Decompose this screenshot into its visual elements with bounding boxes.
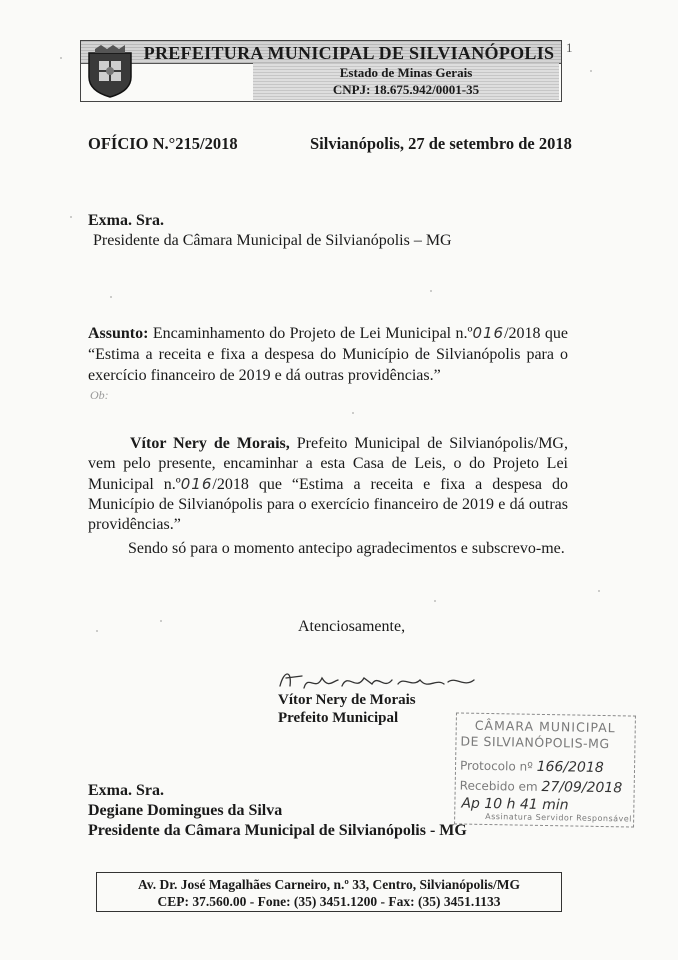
stamp-received-label: Recebido em [459,778,538,794]
scan-speckle [434,600,436,602]
scan-speckle [60,57,62,59]
letterhead [80,40,562,102]
closing-paragraph: Sendo só para o momento antecipo agradecimentos e subscrevo-me. [128,540,565,557]
recipient-title: Presidente da Câmara Municipal de Silvianópolis - MG [88,822,467,839]
addressee: Presidente da Câmara Municipal de Silvianópolis – MG [93,232,452,249]
stamp-received [460,778,623,797]
signer-role: Prefeito Municipal [278,710,399,726]
body-paragraph [88,434,568,535]
greeting: Exma. Sra. [88,212,164,229]
scan-speckle [160,620,162,622]
body-text-post: /2018 que “Estima a receita e fixa a despesa do Município de Silvianópolis para o exercício financeiro de 2019 e dá outras providências.” [88,476,568,533]
signer-name: Vítor Nery de Morais [278,692,416,708]
header-cnpj: CNPJ: 18.675.942/0001-35 [332,82,480,97]
stamp-line-2: DE SILVIANÓPOLIS-MG [460,733,610,752]
handwritten-bill-number: 016 [472,324,505,342]
footer-address: Av. Dr. José Magalhães Carneiro, n.º 33, Centro, Silvianópolis/MG [138,877,520,892]
reception-stamp [454,712,636,827]
stamp-protocol-value: 166/2018 [536,758,604,777]
page-number: 1 [566,40,573,55]
subject-paragraph [88,323,568,386]
stamp-protocol [460,758,604,777]
scan-speckle [598,590,600,592]
scan-speckle [352,412,354,414]
stamp-received-value: 27/09/2018 [541,778,623,797]
header-state: Estado de Minas Gerais [339,65,473,80]
footer-address-box [96,872,562,912]
footer-contacts: CEP: 37.560.00 - Fone: (35) 3451.1200 - Fax: (35) 3451.1133 [157,894,501,909]
subject-text-post: /2018 que “Estima a receita e fixa a despesa do Município de Silvianópolis para o exercício financeiro de 2019 e dá outras providências.” [88,325,569,384]
body-sender-name: Vítor Nery de Morais, [130,435,290,452]
subject-label: Assunto: [88,325,149,342]
recipient-greeting: Exma. Sra. [88,782,164,799]
body-text-pre: Prefeito Municipal de Silvianópolis/MG, vem pelo presente, encaminhar a esta Casa de Leis, o do Projeto Lei Municipal n.º [88,435,568,493]
scan-speckle [430,290,432,292]
handwritten-bill-number: 016 [180,475,213,493]
stamp-protocol-label: Protocolo nº [459,758,533,774]
recipient-name: Degiane Domingues da Silva [88,802,283,819]
scan-speckle [70,216,72,218]
scan-speckle [110,296,112,298]
stamp-official-signature: Ap 10 h 41 min [461,795,569,814]
letter-number: OFÍCIO N.°215/2018 [88,134,238,153]
scan-speckle [590,70,592,72]
header-title: PREFEITURA MUNICIPAL DE SILVIANÓPOLIS [143,43,555,63]
stamp-line-1: CÂMARA MUNICIPAL [474,717,616,736]
margin-note: Ob: [90,388,109,402]
municipal-crest-icon [83,43,137,99]
scan-speckle [96,630,98,632]
subject-text-pre: Encaminhamento do Projeto de Lei Municipal n.º [152,325,473,342]
valediction: Atenciosamente, [298,618,406,635]
place-date: Silvianópolis, 27 de setembro de 2018 [310,134,572,153]
stamp-footer: Assinatura Servidor Responsável [485,811,633,824]
